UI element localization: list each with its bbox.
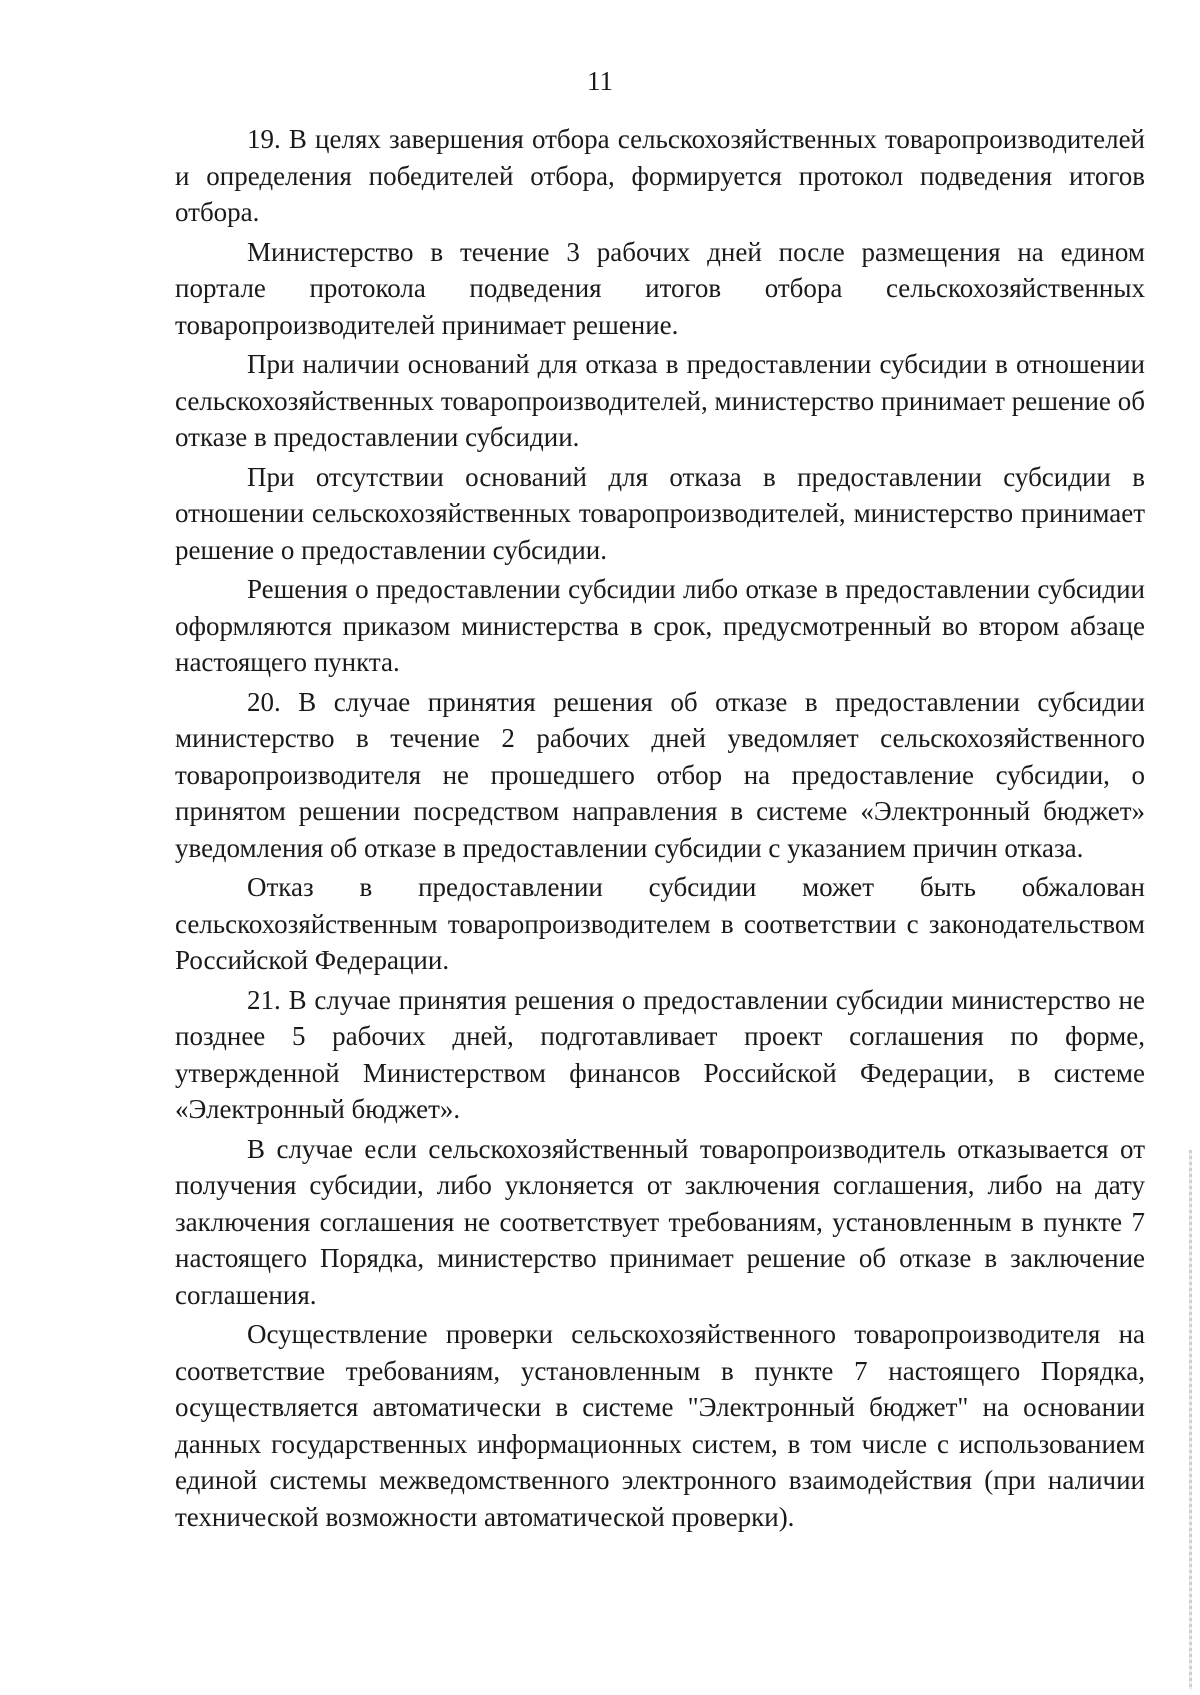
paragraph-ministry-decision: Министерство в течение 3 рабочих дней после размещения на едином портале протокола подведения итогов отбора сельскохозяйственных товаропроизводителей принимает решение. [175,236,1145,340]
page-number: 11 [587,66,613,96]
paragraph-19: 19. В целях завершения отбора сельскохозяйственных товаропроизводителей и определения победителей отбора, формируется протокол подведения итогов отбора. [175,124,1145,227]
paragraph-automatic-check: Осуществление проверки сельскохозяйственного товаропроизводителя на соответствие требованиям, установленным в пункте 7 настоящего Порядка, осуществляется автоматически в системе "Электронный бюджет" на основании данных государственных информационных систем, в том числе с использованием единой системы межведомственного электронного взаимодействия (при наличии технической возможности автоматической проверки). [175,1319,1145,1532]
document-body [175,121,1145,1535]
paragraph-21: 21. В случае принятия решения о предоставлении субсидии министерство не позднее 5 рабочих дней, подготавливает проект соглашения по форме, утвержденной Министерством финансов Российской Федерации, в системе «Электронный бюджет». [175,984,1145,1124]
scan-edge-artifact [1189,1150,1192,1690]
paragraph-no-refusal-grounds: При отсутствии оснований для отказа в предоставлении субсидии в отношении сельскохозяйственных товаропроизводителей, министерство принимает решение о предоставлении субсидии. [175,461,1145,565]
paragraph-decision-order: Решения о предоставлении субсидии либо отказе в предоставлении субсидии оформляются приказом министерства в срок, предусмотренный во втором абзаце настоящего пункта. [175,574,1145,677]
paragraph-evasion: В случае если сельскохозяйственный товаропроизводитель отказывается от получения субсидии, либо уклоняется от заключения соглашения, либо на дату заключения соглашения не соответствует требованиям, установленным в пункте 7 настоящего Порядка, министерство принимает решение об отказе в заключение соглашения. [175,1133,1145,1310]
paragraph-20: 20. В случае принятия решения об отказе в предоставлении субсидии министерство в течение 2 рабочих дней уведомляет сельскохозяйственного товаропроизводителя не прошедшего отбор на предоставление субсидии, о принятом решении посредством направления в системе «Электронный бюджет» уведомления об отказе в предоставлении субсидии с указанием причин отказа. [175,686,1145,863]
paragraph-refusal-grounds: При наличии оснований для отказа в предоставлении субсидии в отношении сельскохозяйственных товаропроизводителей, министерство принимает решение об отказе в предоставлении субсидии. [175,349,1145,452]
paragraph-appeal: Отказ в предоставлении субсидии может быть обжалован сельскохозяйственным товаропроизводителем в соответствии с законодательством Российской Федерации. [175,872,1145,975]
